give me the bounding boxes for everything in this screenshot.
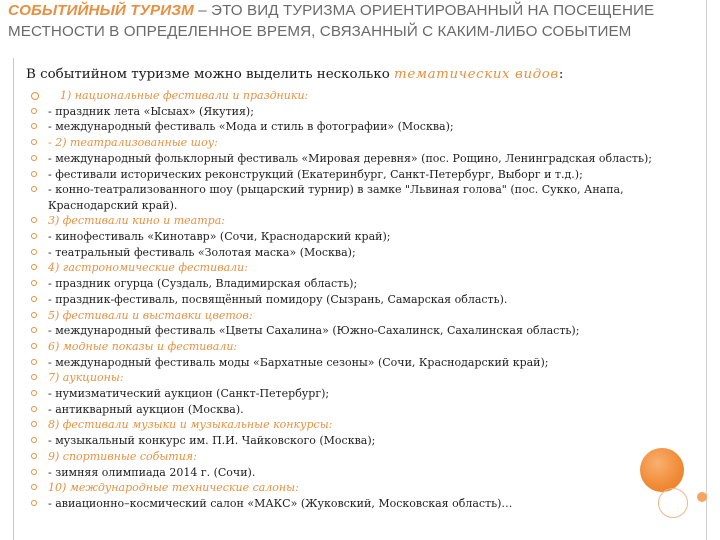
list-item <box>0 433 706 448</box>
list-item <box>0 276 706 291</box>
list-item <box>0 245 706 260</box>
list-item-text: - праздник огурца (Суздаль, Владимирская область); <box>48 277 358 291</box>
list-item-text: - международный фольклорный фестиваль «Мировая деревня» (пос. Рощино, Ленинградская область); <box>48 151 652 165</box>
list-item-text: - фестивали исторических реконструкций (Екатеринбург, Санкт-Петербург, Выборг и т.д.); <box>48 167 583 181</box>
intro-line <box>26 66 696 84</box>
bullet-ring-icon <box>31 453 37 459</box>
bullet-ring-icon <box>31 92 39 100</box>
list-item-text: 7) аукционы: <box>48 371 124 385</box>
decorative-orange-circle <box>640 448 684 492</box>
list-item <box>0 167 706 182</box>
category-heading <box>0 480 706 495</box>
list-item-text: 3) фестивали кино и театра: <box>48 214 225 228</box>
list-item <box>0 229 706 244</box>
bullet-ring-icon <box>31 233 37 239</box>
bullet-ring-icon <box>31 327 37 333</box>
list-item-text: - международный фестиваль «Цветы Сахалина» (Южно-Сахалинск, Сахалинская область); <box>48 324 580 338</box>
bullet-ring-icon <box>31 484 37 490</box>
list-item-text: - антикварный аукцион (Москва). <box>48 402 244 416</box>
list-item <box>0 386 706 401</box>
list-item-text: 4) гастрономические фестивали: <box>48 261 248 275</box>
bullet-ring-icon <box>31 249 37 255</box>
list-item-text: 5) фестивали и выставки цветов: <box>48 308 253 322</box>
bullet-ring-icon <box>31 264 37 270</box>
list-item-text: 6) модные показы и фестивали: <box>48 339 238 353</box>
list-item-text: 8) фестивали музыки и музыкальные конкурсы: <box>48 418 333 432</box>
list-item-text: - конно-театрализованного шоу (рыцарский турнир) в замке "Львиная голова" (пос. Сукко, Анапа, Краснодарский край). <box>48 183 624 212</box>
list-item <box>0 323 706 338</box>
list-item-text: - театральный фестиваль «Золотая маска» (Москва); <box>48 245 356 259</box>
right-divider-line <box>706 0 707 540</box>
category-heading <box>0 417 706 432</box>
list-item <box>0 119 706 134</box>
category-heading <box>0 260 706 275</box>
title-highlight: СОБЫТИЙНЫЙ ТУРИЗМ <box>8 2 194 19</box>
bullet-ring-icon <box>31 296 37 302</box>
bullet-ring-icon <box>31 359 37 365</box>
list-item <box>0 355 706 370</box>
list-item-text: - авиационно–космический салон «МАКС» (Жуковский, Московская область)… <box>48 496 513 510</box>
list-item-text: - международный фестиваль «Мода и стиль в фотографии» (Москва); <box>48 120 454 134</box>
category-heading <box>0 213 706 228</box>
list-item-text: 1) национальные фестивали и праздники: <box>60 89 309 102</box>
list-item <box>0 496 706 511</box>
intro-text: В событийном туризме можно выделить несколько <box>26 67 395 82</box>
category-heading <box>0 88 706 103</box>
list-item <box>0 182 706 213</box>
title-rest: – ЭТО ВИД ТУРИЗМА ОРИЕНТИРОВАННЫЙ НА ПОСЕЩЕНИЕ МЕСТНОСТИ В ОПРЕДЕЛЕННОЕ ВРЕМЯ, СВЯЗАННЫЙ С КАКИМ-ЛИБО СОБЫТИЕМ <box>8 2 655 40</box>
category-heading <box>0 308 706 323</box>
list-item-text: - зимняя олимпиада 2014 г. (Сочи). <box>48 465 256 479</box>
list-item <box>0 402 706 417</box>
list-item <box>0 292 706 307</box>
bullet-ring-icon <box>31 139 37 145</box>
decorative-orange-ring <box>658 488 688 518</box>
bullet-ring-icon <box>31 343 37 349</box>
bullet-ring-icon <box>31 217 37 223</box>
list-item-text: - праздник-фестиваль, посвящённый помидору (Сызрань, Самарская область). <box>48 292 508 306</box>
list-item-text: - 2) театрализованные шоу: <box>48 136 218 150</box>
bullet-ring-icon <box>31 390 37 396</box>
bullet-ring-icon <box>31 186 37 192</box>
decorative-small-circle <box>697 492 707 502</box>
bullet-ring-icon <box>31 312 37 318</box>
intro-end: : <box>558 67 564 82</box>
bullet-ring-icon <box>31 108 37 114</box>
bullet-ring-icon <box>31 421 37 427</box>
bullet-ring-icon <box>31 469 37 475</box>
category-heading <box>0 339 706 354</box>
list-item-text: - праздник лета «Ысыах» (Якутия); <box>48 104 254 118</box>
bullet-ring-icon <box>31 280 37 286</box>
list-item-text: - нумизматический аукцион (Санкт-Петербург); <box>48 387 330 401</box>
bullet-list <box>0 88 706 512</box>
bullet-ring-icon <box>31 374 37 380</box>
list-item <box>0 465 706 480</box>
intro-accent: тематических видов <box>394 67 559 82</box>
category-heading <box>0 449 706 464</box>
list-item-text: - международный фестиваль моды «Бархатные сезоны» (Сочи, Краснодарский край); <box>48 355 549 369</box>
list-item <box>0 151 706 166</box>
bullet-ring-icon <box>31 123 37 129</box>
category-heading <box>0 370 706 385</box>
category-heading <box>0 135 706 150</box>
list-item-text: - кинофестиваль «Кинотавр» (Сочи, Краснодарский край); <box>48 230 391 244</box>
list-item-text: - музыкальный конкурс им. П.И. Чайковского (Москва); <box>48 434 376 448</box>
bullet-ring-icon <box>31 406 37 412</box>
list-item-text: 10) международные технические салоны: <box>48 481 299 495</box>
bullet-ring-icon <box>31 437 37 443</box>
slide-title <box>8 0 698 42</box>
bullet-ring-icon <box>31 500 37 506</box>
bullet-ring-icon <box>31 155 37 161</box>
bullet-ring-icon <box>31 171 37 177</box>
list-item <box>0 104 706 119</box>
list-item-text: 9) спортивные события: <box>48 449 197 463</box>
